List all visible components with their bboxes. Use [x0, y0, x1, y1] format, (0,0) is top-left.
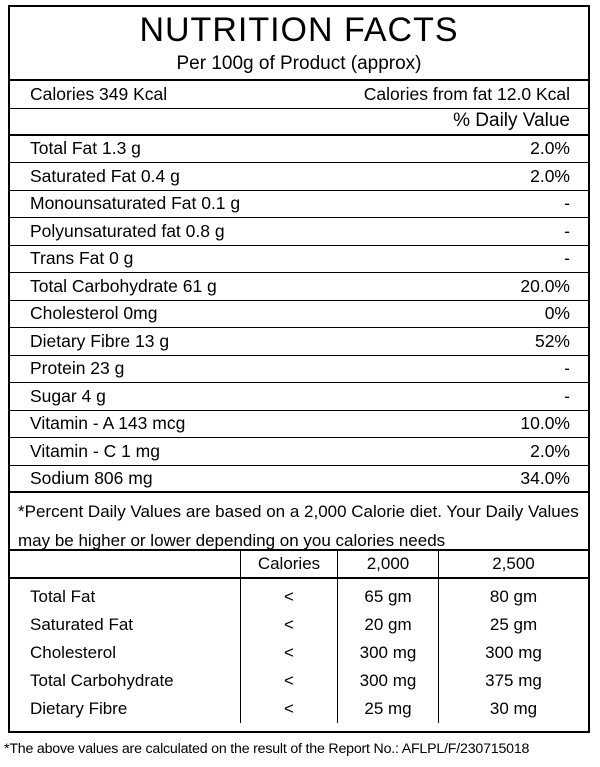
table-cell: Saturated Fat	[10, 611, 241, 639]
nutrient-row	[10, 218, 588, 246]
table-row	[10, 611, 588, 639]
nutrient-label: Dietary Fibre 13 g	[30, 330, 170, 351]
header-cell	[10, 551, 241, 578]
table-cell: Dietary Fibre	[10, 695, 241, 723]
nutrient-label: Monounsaturated Fat 0.1 g	[30, 193, 241, 214]
nutrient-row	[10, 466, 588, 494]
daily-value-heading: % Daily Value	[453, 110, 570, 131]
report-note: *The above values are calculated on the result of the Report No.: AFLPL/F/230715018	[4, 741, 530, 757]
nutrient-label: Protein 23 g	[30, 358, 125, 379]
nutrient-dv: 2.0%	[530, 165, 570, 186]
calories-row	[10, 81, 588, 109]
table-cell: 300 mg	[338, 667, 439, 695]
table-cell: 30 mg	[489, 699, 538, 718]
nutrient-row	[10, 383, 588, 411]
nutrient-dv: -	[564, 220, 570, 241]
table-cell: <	[241, 611, 338, 639]
table-cell: <	[241, 695, 338, 723]
nutrient-row	[10, 438, 588, 466]
nutrient-dv: -	[564, 193, 570, 214]
daily-value-footnote: *Percent Daily Values are based on a 2,000 Calorie diet. Your Daily Values may be higher or lower depending on you calories needs	[10, 493, 588, 551]
daily-value-header	[10, 109, 588, 136]
table-cell: 300 mg	[338, 639, 439, 667]
nutrient-dv: 20.0%	[520, 275, 570, 296]
nutrition-facts-label	[8, 5, 590, 733]
table-row	[10, 639, 588, 667]
table-cell: <	[241, 583, 338, 611]
label-subtitle: Per 100g of Product (approx)	[10, 51, 588, 81]
nutrient-dv: -	[564, 358, 570, 379]
nutrient-label: Polyunsaturated fat 0.8 g	[30, 220, 225, 241]
nutrient-label: Cholesterol 0mg	[30, 303, 158, 324]
label-title: NUTRITION FACTS	[139, 11, 459, 49]
reference-table	[10, 551, 588, 723]
nutrient-label: Saturated Fat 0.4 g	[30, 165, 180, 186]
nutrient-dv: 2.0%	[530, 440, 570, 461]
nutrient-row	[10, 163, 588, 191]
nutrient-dv: 2.0%	[530, 138, 570, 159]
table-cell: Cholesterol	[10, 639, 241, 667]
table-cell: 65 gm	[338, 583, 439, 611]
nutrient-row	[10, 328, 588, 356]
table-cell: 80 gm	[489, 587, 538, 606]
nutrient-dv: 34.0%	[520, 467, 570, 488]
table-cell: 300 mg	[485, 643, 542, 662]
table-cell: <	[241, 639, 338, 667]
table-cell: 25 gm	[489, 615, 538, 634]
table-row	[10, 667, 588, 695]
header-cell: Calories	[241, 551, 338, 578]
nutrient-row	[10, 356, 588, 384]
nutrient-list	[10, 136, 588, 494]
table-row	[10, 583, 588, 611]
nutrient-label: Trans Fat 0 g	[30, 248, 134, 269]
header-cell: 2,000	[338, 551, 439, 578]
nutrient-label: Total Carbohydrate 61 g	[30, 275, 217, 296]
table-cell: 375 mg	[485, 671, 542, 690]
nutrient-row	[10, 273, 588, 301]
table-cell: Total Fat	[10, 583, 241, 611]
nutrient-dv: 52%	[534, 330, 570, 351]
calories-from-fat: Calories from fat 12.0 Kcal	[363, 83, 570, 104]
table-cell: 20 gm	[338, 611, 439, 639]
header-cell: 2,500	[439, 551, 589, 578]
calories-value: Calories 349 Kcal	[30, 83, 168, 104]
nutrient-dv: -	[564, 248, 570, 269]
table-row	[10, 695, 588, 723]
nutrient-dv: 0%	[544, 303, 570, 324]
nutrient-row	[10, 191, 588, 219]
nutrient-dv: -	[564, 385, 570, 406]
nutrient-label: Sugar 4 g	[30, 385, 106, 406]
nutrient-dv: 10.0%	[520, 413, 570, 434]
table-cell: Total Carbohydrate	[10, 667, 241, 695]
table-cell: 25 mg	[338, 695, 439, 723]
table-cell: <	[241, 667, 338, 695]
nutrient-label: Sodium 806 mg	[30, 467, 153, 488]
reference-table-header	[10, 551, 588, 578]
nutrient-row	[10, 301, 588, 329]
nutrient-label: Vitamin - C 1 mg	[30, 440, 160, 461]
nutrient-row	[10, 411, 588, 439]
nutrient-label: Total Fat 1.3 g	[30, 138, 141, 159]
nutrient-row	[10, 246, 588, 274]
nutrient-row	[10, 136, 588, 164]
nutrient-label: Vitamin - A 143 mcg	[30, 413, 186, 434]
